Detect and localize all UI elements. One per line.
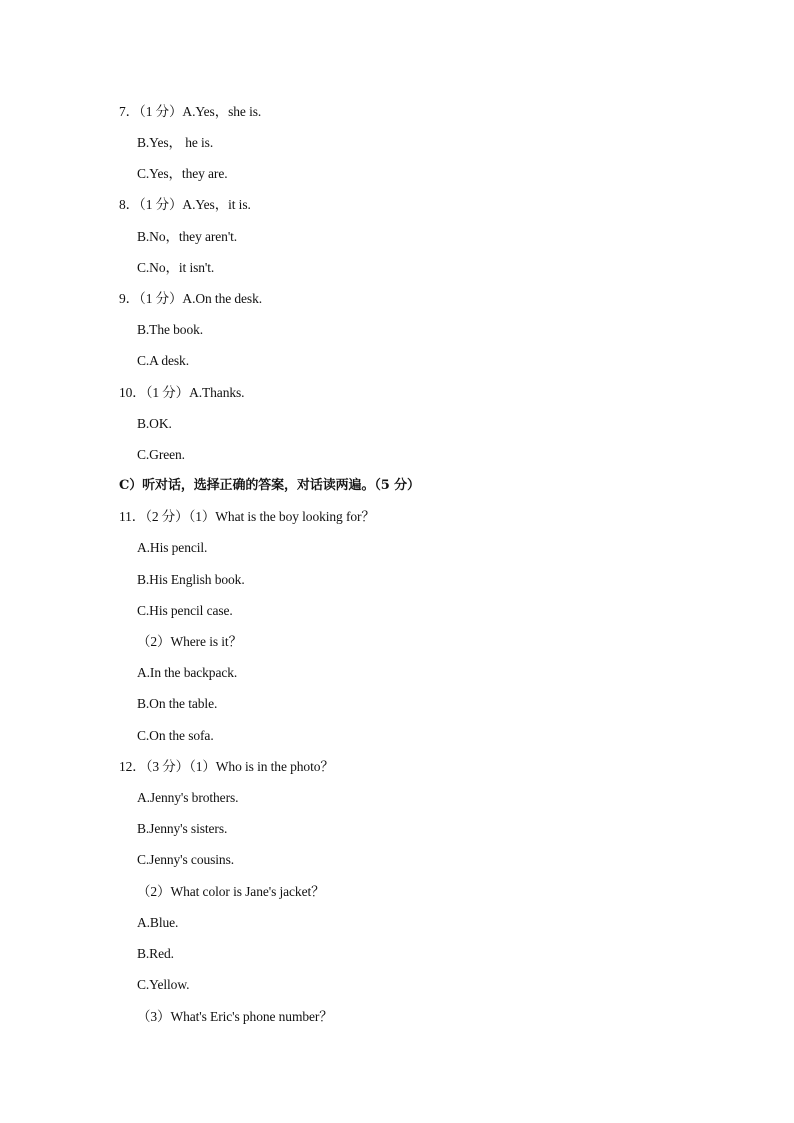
question-10: 10．（1 分）A.Thanks. [119, 385, 245, 400]
question-9-option-b: B.The book. [137, 322, 204, 337]
question-11: 11．（2 分）（1）What is the boy looking for？ [119, 509, 375, 524]
question-11-2-option-a: A.In the backpack. [137, 665, 238, 680]
question-12-2-option-a: A.Blue. [137, 915, 179, 930]
question-11-2: （2）Where is it？ [137, 634, 242, 649]
question-12-2-option-c: C.Yellow. [137, 977, 190, 992]
question-12-3: （3）What's Eric's phone number？ [137, 1009, 333, 1024]
question-8-option-c: C.No，it isn't. [137, 260, 215, 275]
question-11-2-option-c: C.On the sofa. [137, 728, 214, 743]
question-8: 8．（1 分）A.Yes，it is. [119, 197, 251, 212]
question-12-2-option-b: B.Red. [137, 946, 174, 961]
question-12-2: （2）What color is Jane's jacket？ [137, 884, 325, 899]
question-12-1-option-b: B.Jenny's sisters. [137, 821, 228, 836]
question-9: 9．（1 分）A.On the desk. [119, 291, 263, 306]
question-11-1-option-c: C.His pencil case. [137, 603, 233, 618]
question-11-1-option-a: A.His pencil. [137, 540, 208, 555]
question-11-1-option-b: B.His English book. [137, 572, 245, 587]
question-8-option-b: B.No，they aren't. [137, 229, 238, 244]
question-10-option-b: B.OK. [137, 416, 172, 431]
question-9-option-c: C.A desk. [137, 353, 189, 368]
question-11-2-option-b: B.On the table. [137, 696, 218, 711]
question-12: 12．（3 分）（1）Who is in the photo？ [119, 759, 334, 774]
section-heading-c: C）听对话，选择正确的答案，对话读两遍。（5 分） [119, 478, 420, 493]
question-12-1-option-a: A.Jenny's brothers. [137, 790, 239, 805]
question-7-option-c: C.Yes，they are. [137, 166, 228, 181]
question-10-option-c: C.Green. [137, 447, 185, 462]
question-7-option-b: B.Yes， he is. [137, 135, 214, 150]
question-7: 7．（1 分）A.Yes，she is. [119, 104, 262, 119]
question-12-1-option-c: C.Jenny's cousins. [137, 852, 235, 867]
